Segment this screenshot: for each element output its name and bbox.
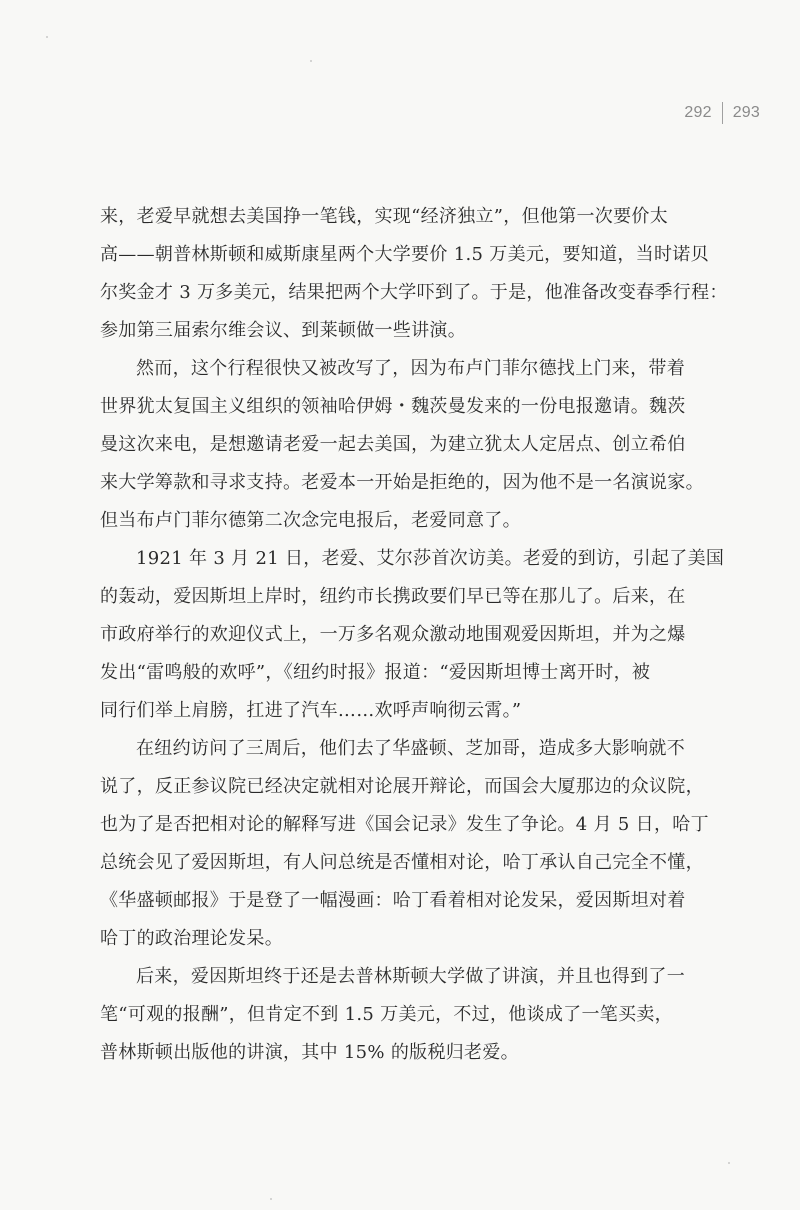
text-line: 普林斯顿出版他的讲演，其中 15% 的版税归老爱。: [100, 1042, 519, 1063]
text-line: 来大学筹款和寻求支持。老爱本一开始是拒绝的，因为他不是一名演说家。: [100, 472, 704, 493]
body-text: [100, 198, 728, 1072]
text-line: 笔“可观的报酬”，但肯定不到 1.5 万美元，不过，他谈成了一笔买卖，: [100, 1004, 673, 1025]
page-number-right: 293: [732, 104, 760, 121]
text-line: 1921 年 3 月 21 日，老爱、艾尔莎首次访美。老爱的到访，引起了美国: [136, 548, 725, 569]
text-line: 发出“雷鸣般的欢呼”，《纽约时报》报道：“爱因斯坦博士离开时，被: [100, 662, 651, 683]
scan-speckle: [46, 36, 48, 38]
text-line: 同行们举上肩膀，扛进了汽车……欢呼声响彻云霄。”: [100, 700, 522, 721]
text-line: 总统会见了爱因斯坦，有人问总统是否懂相对论，哈丁承认自己完全不懂，: [100, 852, 704, 873]
text-line: 但当布卢门菲尔德第二次念完电报后，老爱同意了。: [100, 510, 521, 531]
text-line: 哈丁的政治理论发呆。: [100, 928, 283, 949]
text-line: 说了，反正参议院已经决定就相对论展开辩论，而国会大厦那边的众议院，: [100, 776, 704, 797]
text-line: 尔奖金才 3 万多美元，结果把两个大学吓到了。于是，他准备改变春季行程：: [100, 282, 728, 303]
text-line: 曼这次来电，是想邀请老爱一起去美国，为建立犹太人定居点、创立希伯: [100, 434, 686, 455]
scan-speckle: [310, 60, 312, 62]
scan-speckle: [728, 1162, 730, 1164]
text-line: 来，老爱早就想去美国挣一笔钱，实现“经济独立”，但他第一次要价太: [100, 206, 669, 227]
page-number-header: [600, 100, 760, 126]
text-line: 后来，爱因斯坦终于还是去普林斯顿大学做了讲演，并且也得到了一: [136, 966, 685, 987]
paragraph: [100, 730, 709, 958]
text-line: 然而，这个行程很快又被改写了，因为布卢门菲尔德找上门来，带着: [136, 358, 685, 379]
page-number-left: 292: [684, 104, 712, 121]
paragraph: [100, 350, 705, 540]
text-line: 世界犹太复国主义组织的领袖哈伊姆・魏茨曼发来的一份电报邀请。魏茨: [100, 396, 686, 417]
text-line: 《华盛顿邮报》于是登了一幅漫画：哈丁看着相对论发呆，爱因斯坦对着: [100, 890, 686, 911]
text-line: 参加第三届索尔维会议、到莱顿做一些讲演。: [100, 320, 466, 341]
text-line: 的轰动，爱因斯坦上岸时，纽约市长携政要们早已等在那儿了。后来，在: [100, 586, 686, 607]
text-line: 也为了是否把相对论的解释写进《国会记录》发生了争论。4 月 5 日，哈丁: [100, 814, 709, 835]
paragraph: [100, 540, 725, 730]
text-line: 高——朝普林斯顿和威斯康星两个大学要价 1.5 万美元，要知道，当时诺贝: [100, 244, 709, 265]
page-number-divider: [722, 102, 723, 124]
text-line: 市政府举行的欢迎仪式上，一万多名观众激动地围观爱因斯坦，并为之爆: [100, 624, 686, 645]
scan-speckle: [270, 1198, 272, 1200]
paragraph: [100, 198, 728, 350]
paragraph: [100, 958, 705, 1072]
text-line: 在纽约访问了三周后，他们去了华盛顿、芝加哥，造成多大影响就不: [136, 738, 685, 759]
